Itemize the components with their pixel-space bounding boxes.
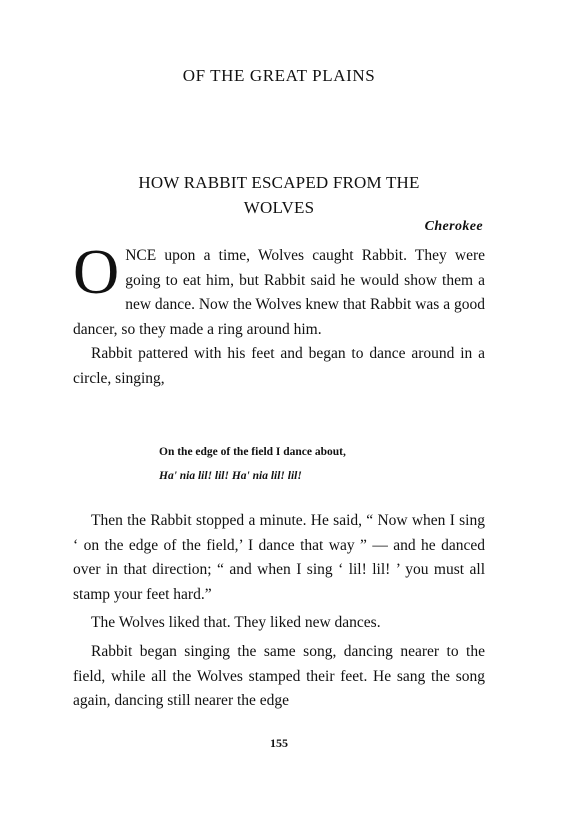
song-verse (159, 440, 459, 488)
chapter-title (73, 170, 485, 220)
book-page (73, 0, 485, 835)
song-line-2: Ha' nia lil! lil! Ha' nia lil! lil! (159, 470, 302, 482)
paragraph-3: Then the Rabbit stopped a minute. He said, “ Now when I sing ‘ on the edge of the field,’ I dance that way ” — and he danced over in that direction; “ and when I sing ‘ lil! lil! ’ you must all stamp your feet hard.” (73, 512, 485, 603)
running-head: OF THE GREAT PLAINS (182, 66, 376, 85)
paragraph-2: Rabbit pattered with his feet and began to dance around in a circle, singing, (73, 345, 485, 387)
page-number: 155 (270, 736, 288, 750)
chapter-title-line-2: WOLVES (243, 198, 315, 217)
tribe-attribution: Cherokee (424, 219, 483, 234)
drop-cap: O (73, 236, 120, 307)
paragraph-4: The Wolves liked that. They liked new dances. (91, 614, 381, 632)
paragraph-1 (73, 236, 485, 342)
body-text (73, 236, 485, 392)
paragraph-5: Rabbit began singing the same song, dancing nearer to the field, while all the Wolves stamped their feet. He sang the song again, dancing still nearer the edge (73, 642, 485, 710)
paragraph-1-text: NCE upon a time, Wolves caught Rabbit. They were going to eat him, but Rabbit said he would show them a new dance. Now the Wolves knew that Rabbit was a good dancer, so they made a ring around him. (73, 247, 485, 338)
song-line-1: On the edge of the field I dance about, (159, 446, 346, 458)
continuation-text (73, 509, 485, 714)
chapter-title-line-1: HOW RABBIT ESCAPED FROM THE (138, 173, 420, 192)
